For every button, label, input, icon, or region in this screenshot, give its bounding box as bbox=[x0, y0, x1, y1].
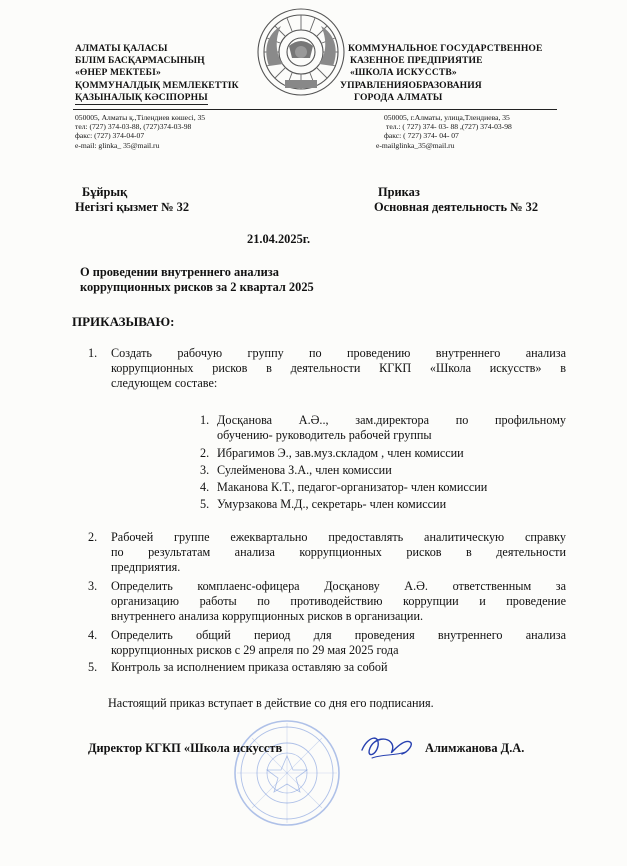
left-contact-line: e-mail: glinka_ 35@mail.ru bbox=[75, 140, 160, 150]
order-number-kz: Негізгі қызмет № 32 bbox=[75, 200, 190, 214]
order-title-line: коррупционных рисков за 2 квартал 2025 bbox=[80, 280, 314, 294]
member-item bbox=[200, 463, 566, 478]
member-line: Ибрагимов Э., зав.муз.складом , член комиссии bbox=[217, 446, 464, 460]
signature-icon bbox=[358, 728, 418, 768]
member-line: Умурзакова М.Д., секретарь- член комиссии bbox=[217, 497, 447, 511]
item-number: 3. bbox=[88, 579, 98, 593]
left-org-line: ҚОММУНАЛДЫҚ МЕМЛЕКЕТТІК bbox=[75, 79, 239, 91]
right-org-line: ГОРОДА АЛМАТЫ bbox=[354, 91, 443, 103]
right-org-block bbox=[340, 43, 543, 104]
left-contact-line: 050005, Алматы қ.,Тілендиев көшесі, 35 bbox=[75, 113, 206, 122]
item-number: 4. bbox=[88, 628, 98, 642]
member-number: 4. bbox=[200, 480, 210, 494]
state-emblem-icon bbox=[255, 6, 347, 98]
order-item bbox=[88, 628, 566, 658]
left-org-line: «ӨНЕР МЕКТЕБІ» bbox=[75, 67, 161, 79]
signatory-position: Директор КГКП «Школа искусств bbox=[88, 741, 283, 755]
item-line: Контроль за исполнением приказа оставляю за собой bbox=[111, 660, 388, 674]
item-number: 2. bbox=[88, 530, 98, 544]
item-line: предприятия. bbox=[111, 560, 181, 575]
right-contact-line: тел.: ( 727) 374- 03- 88 ,(727) 374-03-98 bbox=[386, 122, 512, 132]
right-org-line: УПРАВЛЕНИЯОБРАЗОВАНИЯ bbox=[340, 79, 482, 91]
order-date: 21.04.2025г. bbox=[247, 232, 311, 246]
item-number: 1. bbox=[88, 346, 98, 360]
item-line: внутреннего анализа коррупционных рисков в организации. bbox=[111, 609, 424, 624]
order-type-kz: Бұйрық bbox=[82, 185, 128, 199]
seal-stamp-icon bbox=[232, 718, 342, 828]
left-org-block bbox=[75, 43, 239, 105]
order-item bbox=[88, 660, 566, 675]
right-org-line: КОММУНАЛЬНОЕ ГОСУДАРСТВЕННОЕ bbox=[348, 43, 543, 54]
effective-clause: Настоящий приказ вступает в действие со дня его подписания. bbox=[108, 696, 434, 710]
order-item bbox=[88, 530, 566, 576]
item-line: Определить комплаенс-офицера Досқанову А.Ә. ответственным за bbox=[111, 579, 566, 593]
left-org-line: ҚАЗЫНАЛЫҚ КӘСІПОРНЫ bbox=[75, 92, 208, 105]
left-contacts bbox=[75, 113, 205, 150]
member-number: 2. bbox=[200, 446, 210, 460]
right-contact-line: e-mailglinka_35@mail.ru bbox=[376, 140, 455, 150]
right-contact-line: факс: ( 727) 374- 04- 07 bbox=[384, 131, 459, 141]
order-title-line: О проведении внутреннего анализа bbox=[80, 265, 279, 279]
item-line: Рабочей группе ежеквартально предоставлять аналитическую справку bbox=[111, 530, 566, 544]
command-heading: ПРИКАЗЫВАЮ: bbox=[72, 314, 175, 329]
member-line: Маканова К.Т., педагог-организатор- член комиссии bbox=[217, 480, 488, 494]
order-item bbox=[88, 579, 566, 625]
item-line: коррупционных рисков с 29 апреля по 29 мая 2025 года bbox=[111, 643, 399, 658]
item-line: Определить общий период для проведения внутреннего анализа bbox=[111, 628, 566, 642]
header-divider bbox=[73, 109, 557, 110]
order-type-ru: Приказ bbox=[378, 185, 420, 199]
member-item bbox=[200, 497, 566, 512]
right-org-line: КАЗЕННОЕ ПРЕДПРИЯТИЕ bbox=[350, 55, 483, 67]
member-number: 3. bbox=[200, 463, 210, 477]
item-line: коррупционных рисков в деятельности КГКП «Школа искусств» в bbox=[111, 361, 566, 376]
member-number: 1. bbox=[200, 413, 210, 427]
left-org-line: БІЛІМ БАСҚАРМАСЫНЫҢ bbox=[75, 55, 205, 67]
item-line: по результатам анализа коррупционных рисков в деятельности bbox=[111, 545, 566, 560]
item-line: Создать рабочую группу по проведению внутреннего анализа bbox=[111, 346, 566, 360]
left-contact-line: факс: (727) 374-04-07 bbox=[75, 131, 145, 141]
member-line: обучению- руководитель рабочей группы bbox=[217, 428, 432, 443]
signatory-name: Алимжанова Д.А. bbox=[425, 741, 525, 755]
member-number: 5. bbox=[200, 497, 210, 511]
member-item bbox=[200, 446, 566, 461]
left-org-line: АЛМАТЫ ҚАЛАСЫ bbox=[75, 43, 168, 54]
order-item bbox=[88, 346, 566, 392]
right-contacts bbox=[378, 113, 512, 150]
member-line: Сулейменова З.А., член комиссии bbox=[217, 463, 392, 477]
item-line: следующем составе: bbox=[111, 376, 218, 391]
item-number: 5. bbox=[88, 660, 98, 674]
member-line: Досқанова А.Ә.., зам.директора по профильному bbox=[217, 413, 566, 427]
member-item bbox=[200, 413, 566, 443]
right-org-line: «ШКОЛА ИСКУССТВ» bbox=[350, 67, 457, 79]
left-contact-line: тел: (727) 374-03-88, (727)374-03-98 bbox=[75, 122, 192, 132]
member-item bbox=[200, 480, 566, 495]
right-contact-line: 050005, г.Алматы, улица,Тлендиева, 35 bbox=[384, 113, 510, 122]
order-number-ru: Основная деятельность № 32 bbox=[374, 200, 539, 214]
item-line: организацию работы по противодействию коррупции и проведение bbox=[111, 594, 566, 609]
